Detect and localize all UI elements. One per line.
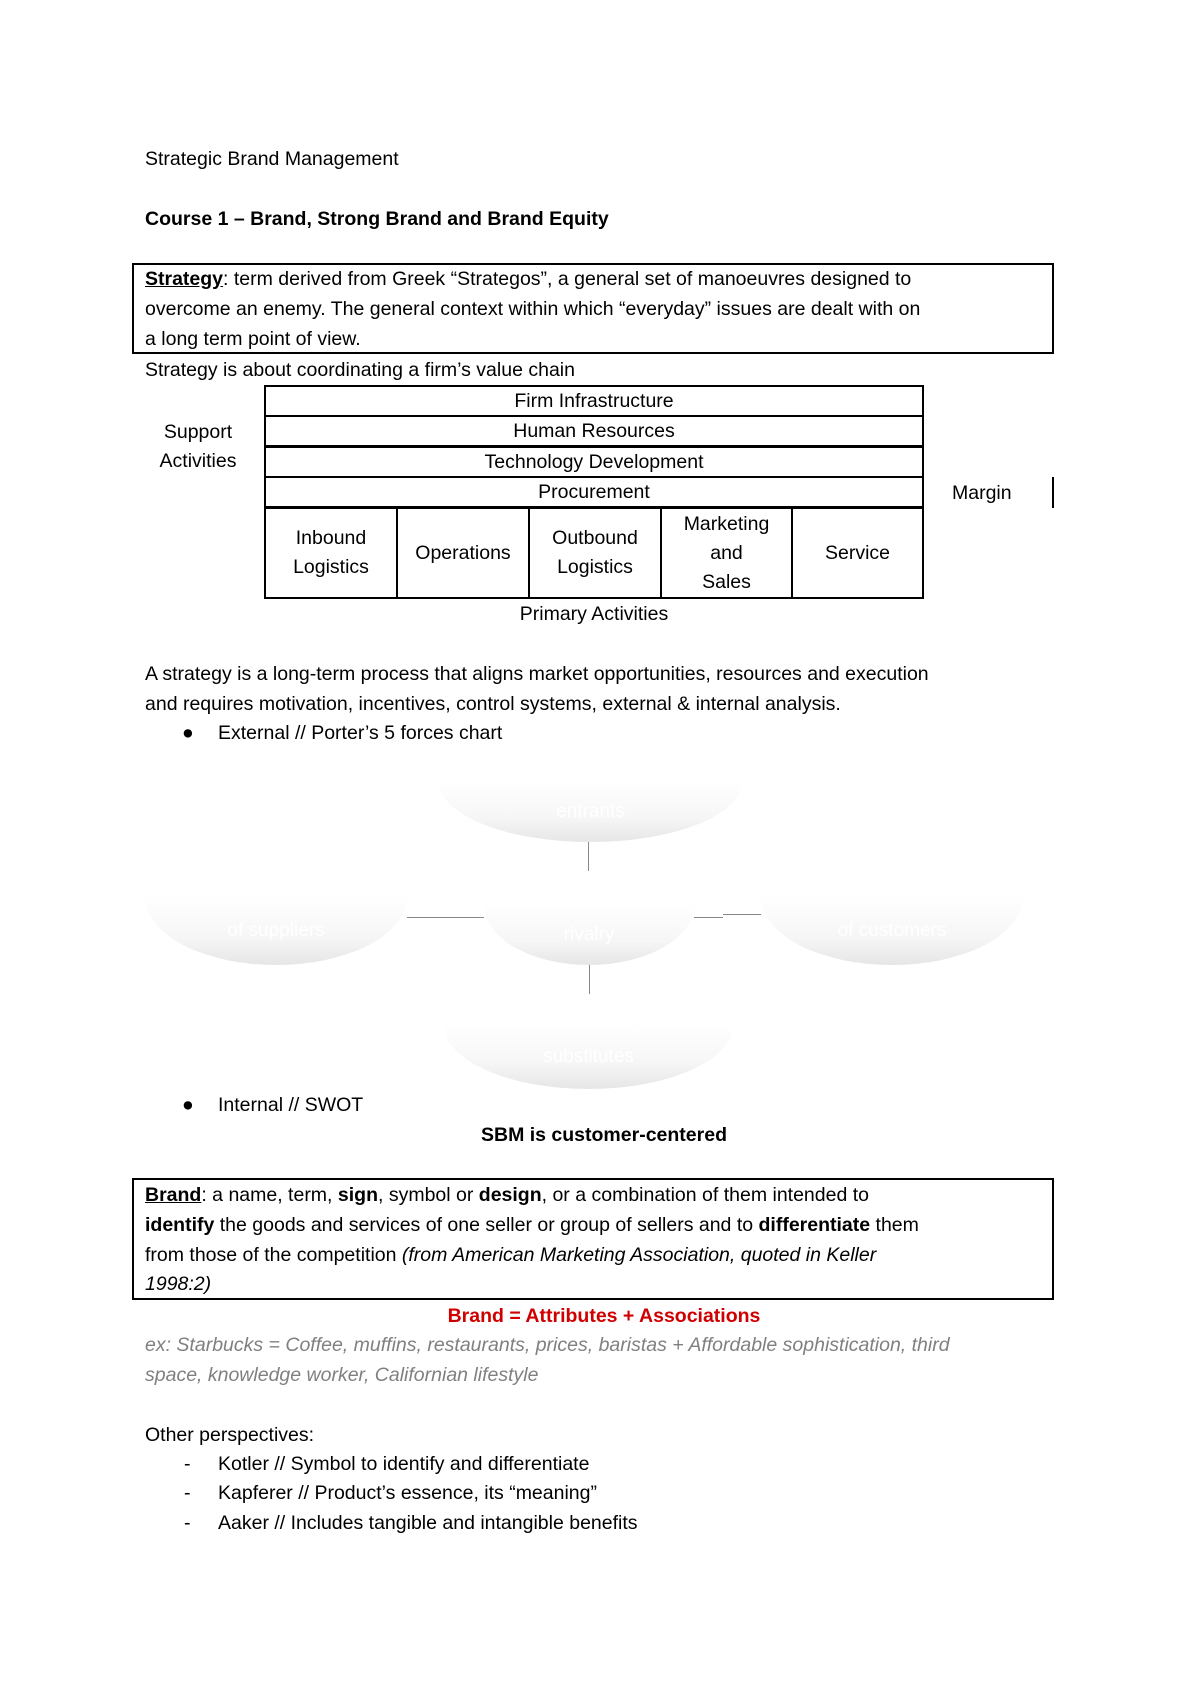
paragraph-line-2: and requires motivation, incentives, control systems, external & internal analysis. (145, 693, 841, 715)
brand-text: differentiate (758, 1214, 871, 1236)
brand-text: : a name, term, (201, 1184, 338, 1206)
primary-text: Logistics (293, 556, 369, 578)
brand-text: sign (337, 1184, 378, 1206)
support-row: Firm Infrastructure (264, 385, 924, 417)
brand-text: from those of the competition (145, 1244, 402, 1266)
brand-text: identify (145, 1214, 215, 1236)
brand-line-4: 1998:2) (145, 1273, 212, 1295)
strategy-line-1 (145, 267, 911, 291)
porter-node-entrants: entrants (439, 782, 742, 842)
support-row: Procurement (264, 476, 924, 508)
primary-cell (264, 507, 398, 599)
brand-line-3 (145, 1243, 876, 1267)
connector-line (694, 917, 723, 918)
primary-text: Marketing (683, 512, 770, 535)
connector-line (723, 914, 761, 915)
support-label-2: Activities (159, 450, 237, 472)
bullet-icon: ● (182, 1094, 194, 1116)
strategy-term: Strategy (145, 268, 224, 290)
primary-cell (791, 507, 924, 599)
list-item: Aaker // Includes tangible and intangible benefits (218, 1512, 638, 1534)
primary-text: and (710, 541, 743, 564)
primary-text: Operations (415, 541, 511, 564)
brand-text: the goods and services of one seller or group of sellers and to (214, 1214, 759, 1236)
example-line-2: space, knowledge worker, Californian lifestyle (145, 1364, 539, 1386)
strategy-line-3: a long term point of view. (145, 328, 361, 350)
primary-text: Outbound (552, 527, 638, 549)
brand-formula: Brand = Attributes + Associations (447, 1305, 761, 1327)
list-item: Kapferer // Product’s essence, its “meaning” (218, 1482, 597, 1504)
support-row: Technology Development (264, 446, 924, 478)
document-title: Strategic Brand Management (145, 148, 399, 170)
other-perspectives-heading: Other perspectives: (145, 1424, 315, 1446)
margin-label: Margin (952, 482, 1012, 504)
strategy-text: : term derived from Greek “Strategos”, a general set of manoeuvres designed to (223, 268, 912, 290)
porter-node-customers: of customers (761, 897, 1023, 965)
connector-line (407, 917, 484, 918)
margin-bar (1052, 477, 1054, 508)
primary-cell (660, 507, 793, 599)
porter-node-suppliers: of suppliers (145, 897, 407, 965)
brand-line-1 (145, 1183, 869, 1207)
primary-text: Inbound (295, 527, 367, 549)
brand-text: design (478, 1184, 542, 1206)
brand-text: them (870, 1214, 919, 1236)
strategy-line-2: overcome an enemy. The general context within which “everyday” issues are dealt with on (145, 298, 921, 320)
brand-citation: (from American Marketing Association, quoted in Keller (401, 1244, 877, 1266)
primary-text: Service (824, 541, 891, 564)
porter-node-rivalry: rivalry (484, 905, 694, 965)
primary-cell (528, 507, 662, 599)
example-line-1: ex: Starbucks = Coffee, muffins, restaurants, prices, baristas + Affordable sophistication, third (145, 1334, 950, 1356)
brand-text: , symbol or (378, 1184, 479, 1206)
course-heading: Course 1 – Brand, Strong Brand and Brand Equity (145, 208, 609, 230)
value-chain-intro: Strategy is about coordinating a firm’s value chain (145, 359, 575, 381)
support-label-1: Support (163, 421, 233, 443)
connector-line (588, 842, 589, 871)
bullet-icon: ● (182, 722, 194, 744)
primary-activities-label: Primary Activities (519, 603, 669, 625)
dash-icon: - (184, 1453, 191, 1475)
primary-text: Sales (702, 570, 751, 593)
dash-icon: - (184, 1482, 191, 1504)
porter-node-substitutes: substitutes (444, 1025, 733, 1089)
brand-term: Brand (145, 1184, 202, 1206)
paragraph-line-1: A strategy is a long-term process that aligns market opportunities, resources and execution (145, 663, 929, 685)
brand-text: , or a combination of them intended to (541, 1184, 869, 1206)
bullet-internal: Internal // SWOT (218, 1094, 364, 1116)
primary-cell (396, 507, 530, 599)
primary-text: Logistics (557, 556, 633, 578)
bullet-external: External // Porter’s 5 forces chart (218, 722, 503, 744)
list-item: Kotler // Symbol to identify and differentiate (218, 1453, 590, 1475)
connector-line (589, 965, 590, 994)
dash-icon: - (184, 1512, 191, 1534)
brand-line-2 (145, 1213, 919, 1237)
support-row: Human Resources (264, 415, 924, 447)
sbm-statement: SBM is customer-centered (481, 1124, 727, 1146)
